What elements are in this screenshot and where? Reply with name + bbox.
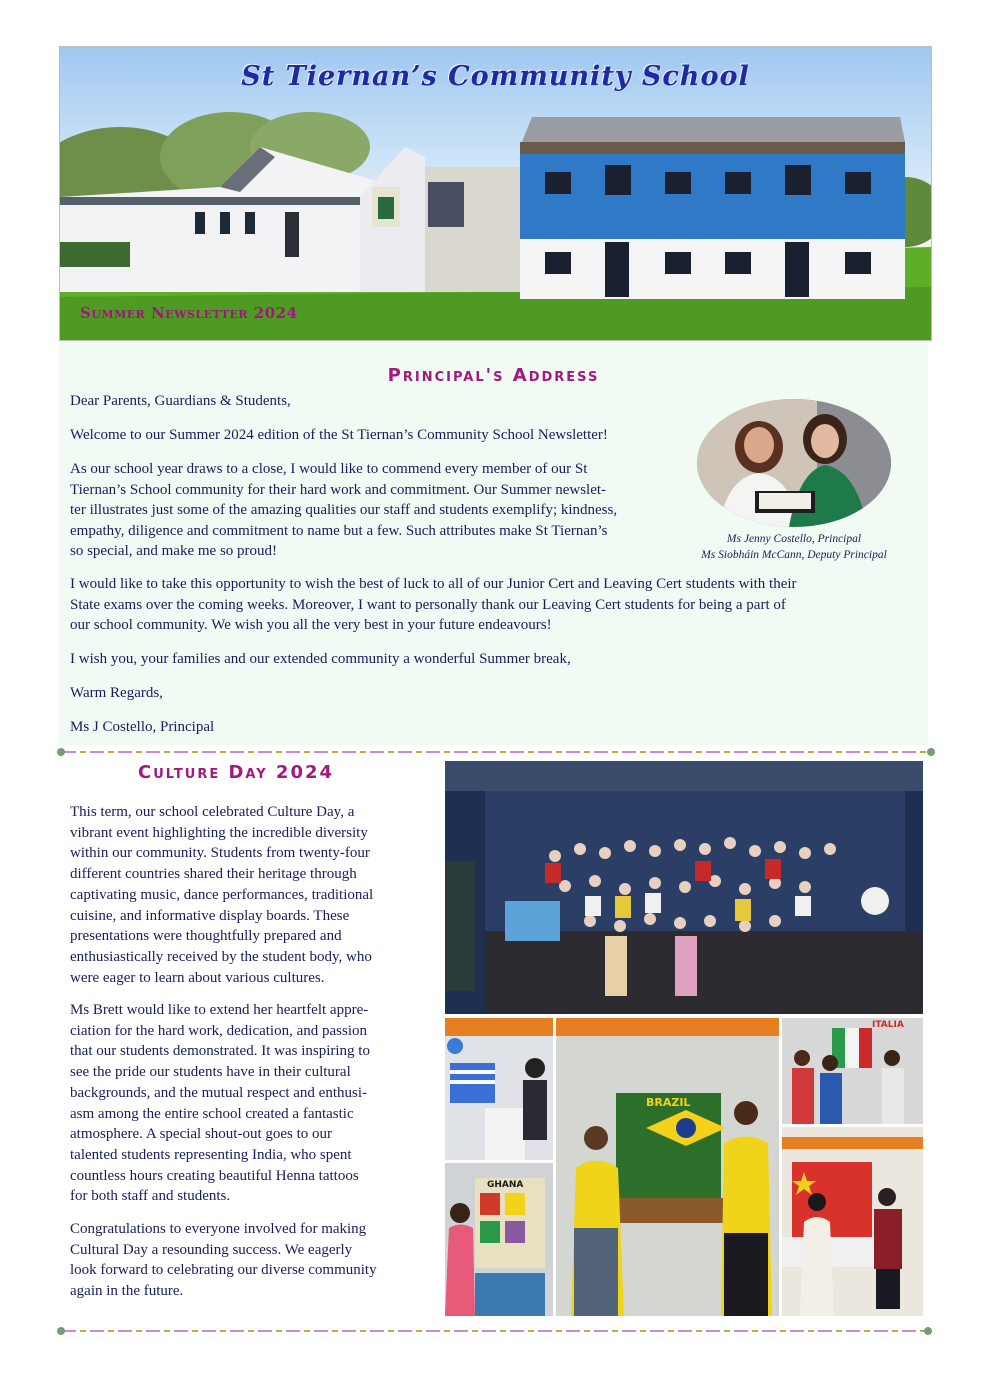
principal-paragraph-2 <box>70 574 797 636</box>
paragraph-line: I would like to take this opportunity to wish the best of luck to all of our Junior Cert and Leaving Cert students with their <box>70 576 797 592</box>
paragraph-line: presentations were thoughtfully prepared and <box>70 928 342 945</box>
paragraph-line: backgrounds, and the mutual respect and enthusi- <box>70 1084 367 1101</box>
paragraph-line: were eager to learn about various cultures. <box>70 969 325 986</box>
principal-paragraph-1 <box>70 459 617 562</box>
photo-caption-deputy: Ms Siobháin McCann, Deputy Principal <box>701 549 887 561</box>
paragraph-line: Tiernan’s School community for their hard work and commitment. Our Summer newslet- <box>70 481 607 498</box>
paragraph-line: captivating music, dance performances, traditional <box>70 886 374 903</box>
paragraph-line: empathy, diligence and commitment to name but a few. Such attributes make St Tiernan’s <box>70 522 608 539</box>
paragraph-line: Congratulations to everyone involved for making <box>70 1221 367 1237</box>
header-banner <box>59 46 932 341</box>
italia-display-photo <box>782 1018 923 1124</box>
paragraph-line: so special, and make me so proud! <box>70 543 278 559</box>
paragraph-line: As our school year draws to a close, I would like to commend every member of our St <box>70 461 588 477</box>
section-divider <box>57 748 935 756</box>
paragraph-line: ter illustrates just some of the amazing qualities our staff and students exemplify; kindness, <box>70 502 618 518</box>
italia-sign: ITALIA <box>872 1020 904 1030</box>
paragraph-line: for both staff and students. <box>70 1188 231 1205</box>
greece-display-photo <box>445 1018 553 1160</box>
paragraph-line: countless hours creating beautiful Henna tattoos <box>70 1167 359 1184</box>
paragraph-line: see the pride our students have in their cultural <box>70 1064 351 1081</box>
culture-heading: Culture Day 2024 <box>138 762 335 783</box>
culture-paragraph-2 <box>70 1000 420 1207</box>
paragraph-line: talented students representing India, who spent <box>70 1146 352 1163</box>
section-divider <box>57 1327 932 1335</box>
paragraph-line: Ms Brett would like to extend her heartfelt appre- <box>70 1002 369 1018</box>
paragraph-line: ciation for the hard work, dedication, and passion <box>70 1022 367 1039</box>
culture-paragraph-3 <box>70 1219 420 1302</box>
paragraph-line: our school community. We wish you all the very best in your future endeavours! <box>70 617 552 633</box>
brazil-display-photo <box>556 1018 779 1316</box>
paragraph-line: atmosphere. A special shout-out goes to our <box>70 1126 333 1143</box>
paragraph-line: vibrant event highlighting the incredible diversity <box>70 824 368 841</box>
paragraph-line: asm among the entire school created a fantastic <box>70 1105 354 1122</box>
culture-paragraph-1 <box>70 802 420 988</box>
paragraph-line: This term, our school celebrated Culture Day, a <box>70 804 355 820</box>
principal-paragraph-3: I wish you, your families and our extended community a wonderful Summer break, <box>70 651 571 667</box>
principal-photo <box>697 399 891 527</box>
paragraph-line: cuisine, and informative display boards. These <box>70 907 350 924</box>
principal-address-section <box>59 341 928 745</box>
greeting: Dear Parents, Guardians & Students, <box>70 393 291 409</box>
welcome-text: Welcome to our Summer 2024 edition of the St Tiernan’s Community School Newsletter! <box>70 427 608 443</box>
paragraph-line: enthusiastically received by the student body, who <box>70 948 372 965</box>
paragraph-line: again in the future. <box>70 1283 184 1300</box>
signature: Ms J Costello, Principal <box>70 719 215 735</box>
paragraph-line: look forward to celebrating our diverse community <box>70 1262 377 1279</box>
paragraph-line: different countries shared their heritage through <box>70 866 357 883</box>
closing: Warm Regards, <box>70 685 163 701</box>
paragraph-line: Cultural Day a resounding success. We eagerly <box>70 1241 353 1258</box>
paragraph-line: State exams over the coming weeks. Moreover, I want to personally thank our Leaving Cert students for being a part of <box>70 596 786 613</box>
ghana-sign: GHANA <box>487 1180 524 1190</box>
edition-label: Summer Newsletter 2024 <box>80 304 298 322</box>
school-name: St Tiernan’s Community School <box>241 61 750 92</box>
culture-day-photo-collage <box>445 761 923 1316</box>
brazil-sign: BRAZIL <box>646 1096 691 1109</box>
group-stage-photo <box>445 761 923 1014</box>
principal-heading: Principal's Address <box>387 365 600 386</box>
photo-caption-principal: Ms Jenny Costello, Principal <box>726 533 862 545</box>
ghana-display-photo <box>445 1163 553 1316</box>
china-display-photo <box>782 1127 923 1316</box>
paragraph-line: within our community. Students from twenty-four <box>70 845 370 862</box>
paragraph-line: that our students demonstrated. It was inspiring to <box>70 1043 370 1060</box>
